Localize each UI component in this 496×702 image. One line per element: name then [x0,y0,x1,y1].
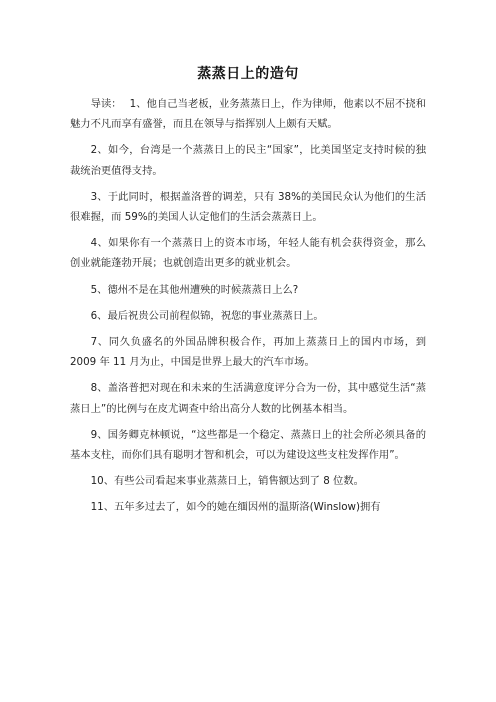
paragraph-6: 6、最后祝贵公司前程似锦，祝您的事业蒸蒸日上。 [90,309,324,322]
paragraph-1 [70,94,426,134]
paragraph-text: 1、他自己当老板，业务蒸蒸日上，作为律师，他素以不屈不挠和魅力不凡而享有盛誉，而且在领导与指挥别人上颇有天赋。 [70,98,427,131]
paragraph-9: 9、国务卿克林顿说，“这些都是一个稳定、蒸蒸日上的社会所必须具备的基本支柱，而你们具有聪明才智和机会，可以为建设这些支柱发挥作用”。 [70,428,426,462]
document-body [70,94,426,524]
paragraph-4: 4、如果你有一个蒸蒸日上的资本市场，年轻人能有机会获得资金，那么创业就能蓬勃开展；也就创造出更多的就业机会。 [70,237,426,270]
paragraph-10: 10、有些公司看起来事业蒸蒸日上，销售额达到了 8 位数。 [90,475,364,488]
paragraph-11: 11、五年多过去了，如今的她在缅因州的温斯洛(Winslow)拥有 [90,501,381,514]
paragraph-7: 7、同久负盛名的外国品牌积极合作，再加上蒸蒸日上的国内市场，到 2009 年 11 月为止，中国是世界上最大的汽车市场。 [70,336,426,369]
paragraph-2: 2、如今，台湾是一个蒸蒸日上的民主“国家”，比美国坚定支持时候的独裁统治更值得支持。 [70,144,426,177]
paragraph-3: 3、于此同时，根据盖洛普的调差，只有 38%的美国民众认为他们的生活很难握，而 59%的美国人认定他们的生活会蒸蒸日上。 [70,190,426,224]
lead-label: 导读： [90,98,122,110]
document-title: 蒸蒸日上的造句 [197,66,299,82]
paragraph-5: 5、德州不是在其他州遭殃的时候蒸蒸日上么? [90,283,299,296]
paragraph-8: 8、盖洛普把对现在和未来的生活满意度评分合为一份，其中感觉生活“蒸蒸日上”的比例与在皮尤调查中给出高分人数的比例基本相当。 [70,382,426,415]
